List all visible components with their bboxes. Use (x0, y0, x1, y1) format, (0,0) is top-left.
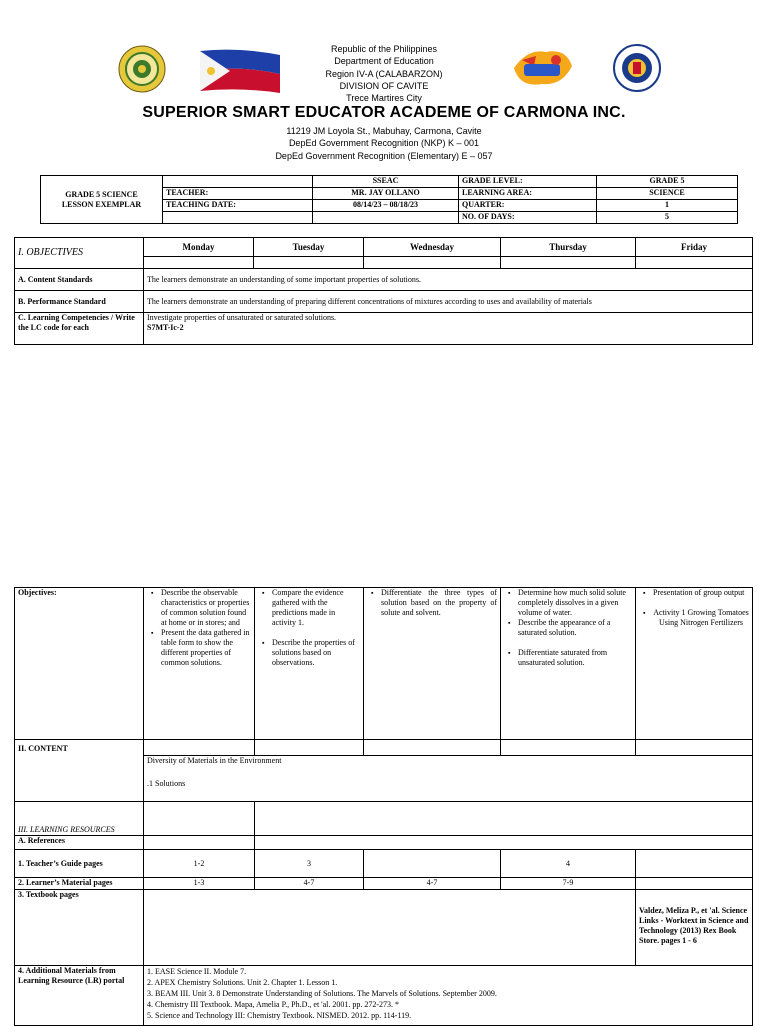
address-line: 11219 JM Loyola St., Mabuhay, Carmona, Cavite (286, 126, 482, 136)
lesson-title: GRADE 5 SCIENCE LESSON EXEMPLAR (41, 176, 163, 224)
competency-code: S7MT-Ic-2 (147, 323, 184, 332)
day-thursday: Thursday (501, 238, 636, 257)
header-line: Republic of the Philippines (330, 44, 438, 54)
objective-item: ▪ Activity 1 Growing Tomatoes Using Nitrogen Fertilizers (653, 608, 749, 628)
day-tuesday: Tuesday (254, 238, 364, 257)
quarter-label: QUARTER: (459, 200, 597, 212)
references-label: A. References (15, 836, 144, 850)
objective-item: ▪ Compare the evidence gathered with the predictions made in activity 1. (272, 588, 360, 628)
teaching-date-label: TEACHING DATE: (163, 200, 313, 212)
additional-item: 3. BEAM III. Unit 3. 8 Demonstrate Understanding of Solutions. The Marvels of Solutions. September 2009. (147, 989, 497, 998)
objective-item: ▪ Describe the observable characteristics or properties of common solution found at home or in stores; and (161, 588, 251, 628)
grade-level-label: GRADE LEVEL: (459, 176, 597, 188)
info-empty (163, 176, 313, 188)
lm-friday (636, 878, 753, 890)
school-name: SUPERIOR SMART EDUCATOR ACADEME OF CARMONA INC. (142, 104, 626, 121)
objective-item: ▪ Differentiate the three types of solution based on the property of solute and solvent. (381, 588, 497, 618)
lesson-info-table (40, 175, 738, 224)
tg-thursday: 4 (501, 850, 636, 878)
header-line: Region IV-A (CALABARZON) (325, 68, 443, 79)
tg-monday: 1-2 (144, 850, 255, 878)
learning-resources-label: III. LEARNING RESOURCES (15, 802, 144, 836)
header-line: Department of Education (334, 56, 434, 67)
day-monday: Monday (144, 238, 254, 257)
objective-item: ▪ Describe the appearance of a saturated solution. (518, 618, 632, 638)
days-value: 5 (597, 212, 738, 224)
learning-area-label: LEARNING AREA: (459, 188, 597, 200)
lm-tuesday: 4-7 (255, 878, 364, 890)
content-text: Diversity of Materials in the Environment .1 Solutions (144, 756, 753, 802)
learning-area-value: SCIENCE (597, 188, 738, 200)
additional-materials-list (144, 966, 753, 1026)
textbook-friday: Valdez, Meliza P., et 'al. Science Links - Worktext in Science and Technology (2013) Rex Book Store. pages 1 - 6 (636, 890, 753, 966)
grade-level-value: GRADE 5 (597, 176, 738, 188)
tg-wednesday (364, 850, 501, 878)
content-standards-text: The learners demonstrate an understanding of some important properties of solutions. (144, 269, 753, 291)
school-address (0, 125, 768, 162)
objectives-label: Objectives: (15, 588, 144, 740)
objectives-heading: I. OBJECTIVES (15, 238, 144, 269)
learners-material-label: 2. Learner’s Material pages (15, 878, 144, 890)
lm-monday: 1-3 (144, 878, 255, 890)
performance-standard-text: The learners demonstrate an understanding of preparing different concentrations of mixtures according to uses and availability of materials (144, 291, 753, 313)
additional-item: 2. APEX Chemistry Solutions. Unit 2. Chapter 1. Lesson 1. (147, 978, 338, 987)
address-line: DepEd Government Recognition (NKP) K – 001 (288, 138, 480, 149)
competencies-label: C. Learning Competencies / Write the LC code for each (15, 313, 144, 345)
textbook-label: 3. Textbook pages (15, 890, 144, 966)
header-line: Trece Martires City (346, 93, 422, 104)
objectives-table (14, 237, 753, 345)
wednesday-objectives (364, 588, 501, 740)
day-friday: Friday (636, 238, 753, 257)
objective-item: ▪ Determine how much solid solute completely dissolves in a given volume of water. (518, 588, 632, 618)
performance-standard-label: B. Performance Standard (15, 291, 144, 313)
thursday-objectives (501, 588, 636, 740)
info-empty (163, 212, 313, 224)
tg-tuesday: 3 (255, 850, 364, 878)
friday-objectives (636, 588, 753, 740)
additional-item: 4. Chemistry III Textbook. Mapa, Amelia P., Ph.D., et 'al. 2001. pp. 272-273. * (147, 1000, 400, 1009)
address-line: DepEd Government Recognition (Elementary) E – 057 (275, 150, 493, 161)
teacher-value: MR. JAY OLLANO (313, 188, 459, 200)
additional-materials-label: 4. Additional Materials from Learning Resource (LR) portal (15, 966, 144, 1026)
additional-item: 5. Science and Technology III: Chemistry Textbook. NISMED. 2012. pp. 114-119. (147, 1011, 412, 1020)
content-standards-label: A. Content Standards (15, 269, 144, 291)
objective-item: ▪ Presentation of group output (653, 588, 749, 598)
teaching-date-value: 08/14/23 – 08/18/23 (313, 200, 459, 212)
competencies-text: Investigate properties of unsaturated or saturated solutions. S7MT-Ic-2 (144, 313, 753, 345)
objective-item: ▪ Differentiate saturated from unsaturated solution. (518, 648, 632, 668)
tuesday-objectives (255, 588, 364, 740)
day-wednesday: Wednesday (364, 238, 501, 257)
additional-item: 1. EASE Science II. Module 7. (147, 967, 247, 976)
header-line: DIVISION OF CAVITE (339, 80, 429, 91)
content-label: II. CONTENT (15, 740, 144, 802)
objective-item: ▪ Describe the properties of solutions based on observations. (272, 638, 360, 668)
quarter-value: 1 (597, 200, 738, 212)
school-abbr: SSEAC (313, 176, 459, 188)
days-label: NO. OF DAYS: (459, 212, 597, 224)
lesson-plan-table (14, 587, 753, 1026)
lm-wednesday: 4-7 (364, 878, 501, 890)
monday-objectives (144, 588, 255, 740)
header-lines (0, 43, 768, 104)
teachers-guide-label: 1. Teacher’s Guide pages (15, 850, 144, 878)
lm-thursday: 7-9 (501, 878, 636, 890)
tg-friday (636, 850, 753, 878)
teacher-label: TEACHER: (163, 188, 313, 200)
info-empty (313, 212, 459, 224)
objective-item: ▪ Present the data gathered in table form to show the different properties of common solutions. (161, 628, 251, 668)
